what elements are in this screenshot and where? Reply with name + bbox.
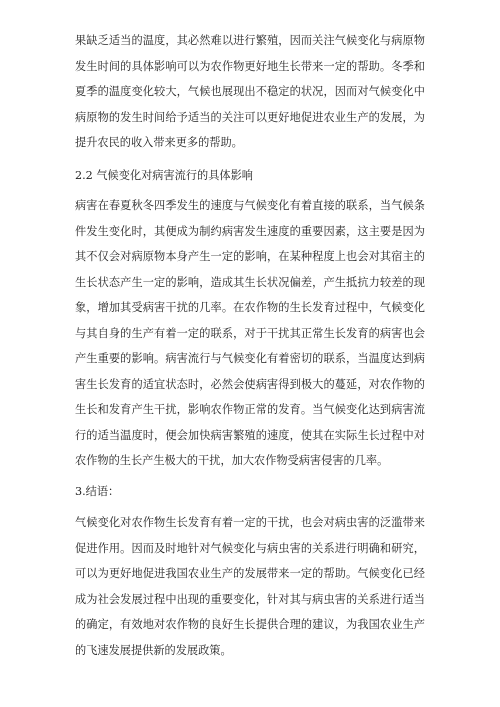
paragraph-conclusion: 气候变化对农作物生长发育有着一定的干扰，也会对病虫害的泛滥带来促进作用。因而及时地针对气候变化与病虫害的关系进行明确和研究，可以为更好地促进我国农业生产的发展带来一定的帮助。气候变化已经成为社会发展过程中出现的重要变化，针对其与病虫害的关系进行适当的确定，有效地对农作物的良好生长提供合理的建议，为我国农业生产的飞速发展提供新的发展政策。 [75, 516, 425, 657]
paragraph-disease-epidemic: 病害在春夏秋冬四季发生的速度与气候变化有着直接的联系，当气候条件发生变化时，其便成为制约病害发生速度的重要因素，这主要是因为其不仅会对病原物本身产生一定的影响，在某种程度上也会对其宿主的生长状态产生一定的影响，造成其生长状况偏差，产生抵抗力较差的现象，增加其受病害干扰的几率。在农作物的生长发育过程中，气候变化与其自身的生产有着一定的联系，对于干扰其正常生长发育的病害也会产生重要的影响。病害流行与气候变化有着密切的联系，当温度达到病害生长发育的适宜状态时，必然会使病害得到极大的蔓延，对农作物的生长和发育产生干扰，影响农作物正常的发育。当气候变化达到病害流行的适当温度时，便会加快病害繁殖的速度，使其在实际生长过程中对农作物的生长产生极大的干扰，加大农作物受病害侵害的几率。 [75, 199, 425, 467]
section-heading-2-2: 2.2 气候变化对病害流行的具体影响 [75, 169, 253, 182]
section-heading-conclusion: 3.结语： [75, 485, 120, 498]
paragraph-climate-timing: 果缺乏适当的温度，其必然难以进行繁殖，因而关注气候变化与病原物发生时间的具体影响可以为农作物更好地生长带来一定的帮助。冬季和夏季的温度变化较大，气候也展现出不稳定的状况，因而对气候变化中病原物的发生时间给予适当的关注可以更好地促进农业生产的发展，为提升农民的收入带来更多的帮助。 [75, 34, 425, 149]
